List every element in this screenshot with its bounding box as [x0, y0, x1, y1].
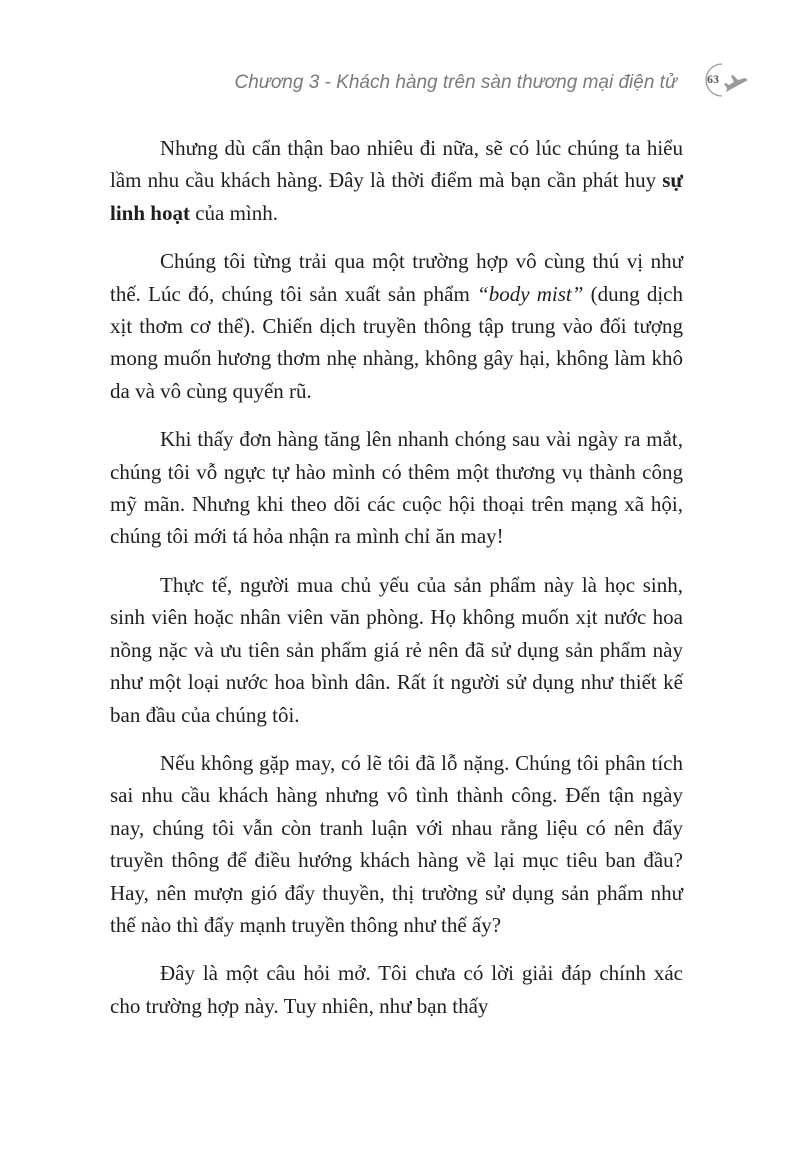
paragraph: Khi thấy đơn hàng tăng lên nhanh chóng sau vài ngày ra mắt, chúng tôi vỗ ngực tự hào mình có thêm một thương vụ thành công mỹ mãn. Nhưng khi theo dõi các cuộc hội thoại trên mạng xã hội, chúng tôi mới tá hỏa nhận ra mình chỉ ăn may!: [110, 427, 683, 549]
paragraph: Nhưng dù cẩn thận bao nhiêu đi nữa, sẽ có lúc chúng ta hiểu lầm nhu cầu khách hàng. Đây là thời điểm mà bạn cần phát huy sự linh hoạt của mình.: [110, 136, 683, 225]
page-number-badge: [692, 58, 752, 102]
paragraph: Đây là một câu hỏi mở. Tôi chưa có lời giải đáp chính xác cho trường hợp này. Tuy nhiên, như bạn thấy: [110, 961, 683, 1018]
bold-phrase: sự linh hoạt: [110, 168, 683, 225]
italic-phrase: “body mist”: [477, 281, 584, 306]
page-number: 63: [707, 72, 719, 86]
paragraph: Chúng tôi từng trải qua một trường hợp vô cùng thú vị như thế. Lúc đó, chúng tôi sản xuất sản phẩm “body mist” (dung dịch xịt thơm cơ thể). Chiến dịch truyền thông tập trung vào đối tượng mong muốn hương thơm nhẹ nhàng, không gây hại, không làm khô da và vô cùng quyến rũ.: [110, 249, 683, 403]
body-text: [110, 132, 683, 1038]
paragraph: Thực tế, người mua chủ yếu của sản phẩm này là học sinh, sinh viên hoặc nhân viên văn phòng. Họ không muốn xịt nước hoa nồng nặc và ưu tiên sản phẩm giá rẻ nên đã sử dụng sản phẩm này như một loại nước hoa bình dân. Rất ít người sử dụng như thiết kế ban đầu của chúng tôi.: [110, 572, 683, 727]
paragraph: Nếu không gặp may, có lẽ tôi đã lỗ nặng. Chúng tôi phân tích sai nhu cầu khách hàng nhưng vô tình thành công. Đến tận ngày nay, chúng tôi vẫn còn tranh luận với nhau rằng liệu có nên đẩy truyền thông để điều hướng khách hàng về lại mục tiêu ban đầu? Hay, nên mượn gió đẩy thuyền, thị trường sử dụng sản phẩm như thế nào thì đẩy mạnh truyền thông như thế ấy?: [110, 750, 683, 937]
running-header: Chương 3 - Khách hàng trên sàn thương mại điện tử: [234, 72, 677, 93]
